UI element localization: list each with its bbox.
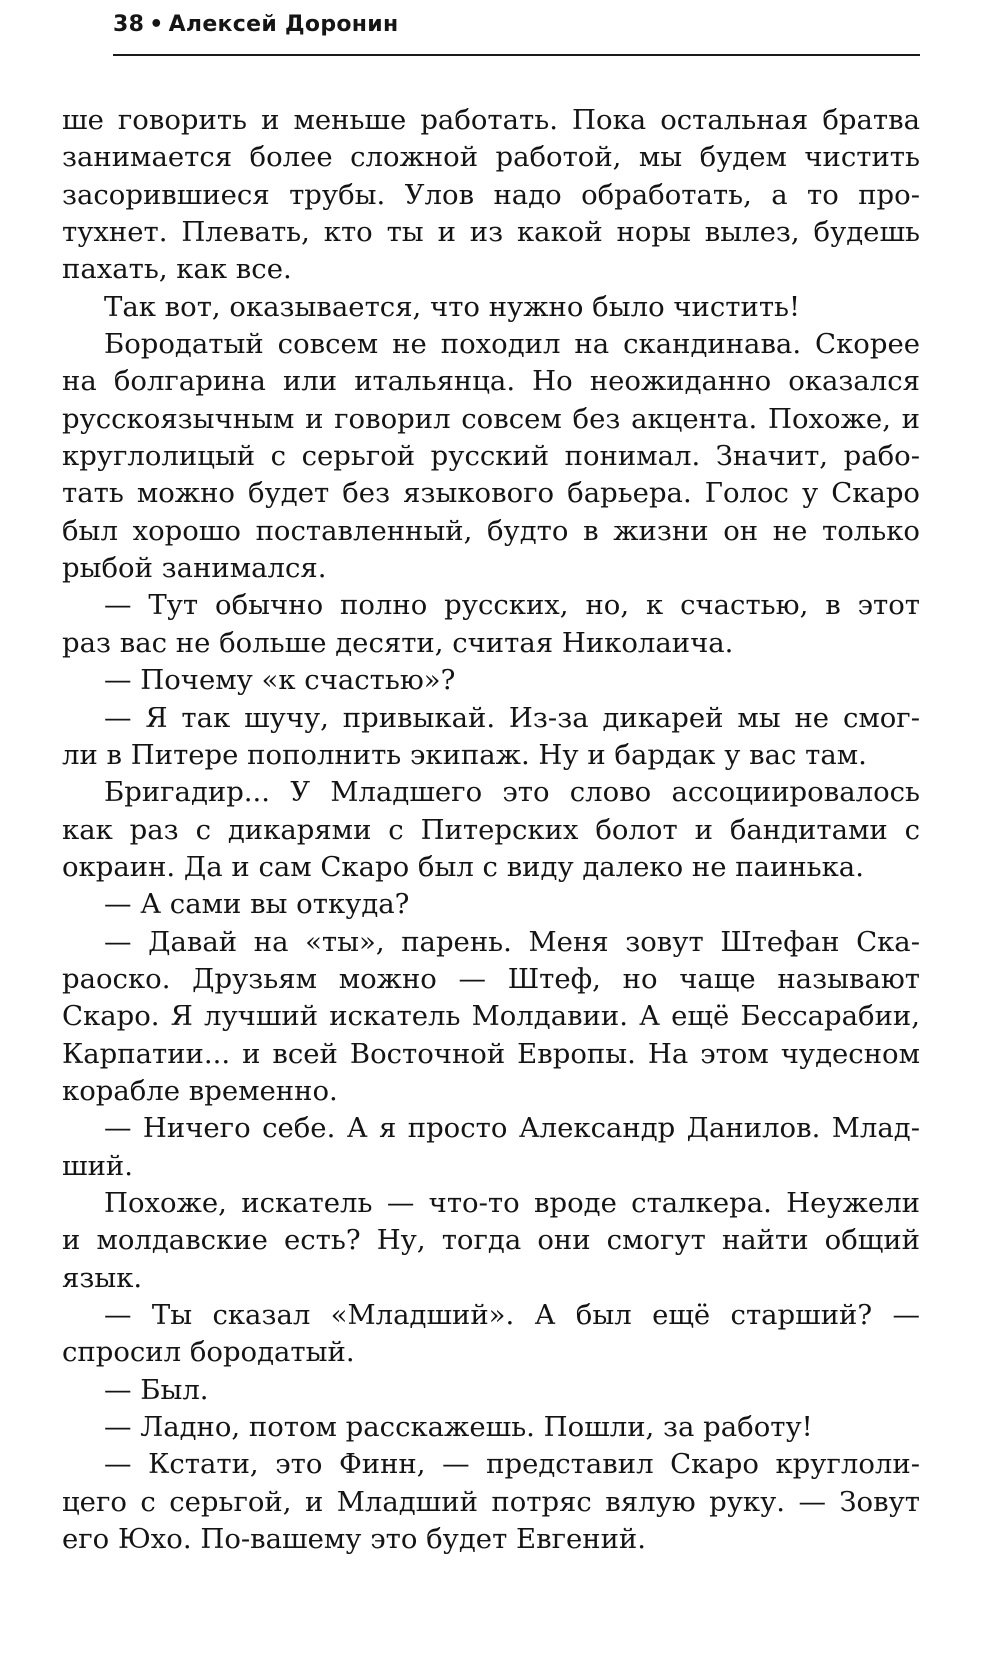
text-line: Бородатый совсем не походил на скандинава. Скорее — [104, 328, 920, 361]
text-line: — Я так шучу, привыкай. Из-за дикарей мы не смог- — [104, 701, 920, 734]
text-line: — Ладно, потом расскажешь. Пошли, за работу! — [104, 1411, 813, 1444]
text-line: — Ничего себе. А я просто Александр Данилов. Млад- — [104, 1112, 920, 1145]
text-line: — Почему «к счастью»? — [104, 664, 456, 697]
text-line: и молдавские есть? Ну, тогда они смогут найти общий — [62, 1224, 920, 1257]
text-line: тать можно будет без языкового барьера. Голос у Скаро — [62, 477, 920, 510]
text-line: как раз с дикарями с Питерских болот и бандитами с — [62, 813, 920, 846]
text-line: Похоже, искатель — что-то вроде сталкера. Неужели — [104, 1186, 920, 1219]
text-line: пахать, как все. — [62, 253, 292, 286]
text-line: занимается более сложной работой, мы будем чистить — [62, 141, 920, 174]
text-line: — Ты сказал «Младший». А был ещё старший? — — [104, 1299, 920, 1331]
body-text — [62, 102, 920, 1558]
text-line: Бригадир... У Младшего это слово ассоциировалось — [104, 776, 920, 809]
text-line: рыбой занимался. — [62, 552, 327, 585]
text-line: корабле временно. — [62, 1074, 338, 1107]
text-line: окраин. Да и сам Скаро был с виду далеко не паинька. — [62, 850, 864, 883]
running-header — [113, 12, 399, 37]
author-name: Алексей Доронин — [168, 12, 399, 37]
text-line: Так вот, оказывается, что нужно было чистить! — [104, 290, 801, 323]
text-line: русскоязычным и говорил совсем без акцента. Похоже, и — [62, 402, 920, 435]
text-line: ли в Питере пополнить экипаж. Ну и бардак у вас там. — [62, 738, 867, 771]
text-line: — Кстати, это Финн, — представил Скаро круглоли- — [104, 1448, 920, 1481]
text-line: на болгарина или итальянца. Но неожиданно оказался — [62, 365, 920, 398]
header-rule — [113, 54, 920, 56]
text-line: Карпатии... и всей Восточной Европы. На этом чудесном — [62, 1037, 920, 1070]
text-line: — А сами вы откуда? — [104, 888, 410, 921]
page-number: 38 — [113, 12, 145, 37]
text-line: раоско. Друзьям можно — Штеф, но чаще называют — [62, 962, 920, 995]
text-line: спросил бородатый. — [62, 1336, 355, 1369]
text-line: — Был. — [104, 1373, 209, 1406]
text-line: был хорошо поставленный, будто в жизни он не только — [62, 514, 920, 547]
text-line: круглолицый с серьгой русский понимал. Значит, рабо- — [62, 440, 920, 473]
text-line: его Юхо. По-вашему это будет Евгений. — [62, 1523, 646, 1556]
text-line: раз вас не больше десяти, считая Николаича. — [62, 626, 734, 659]
text-line: язык. — [62, 1261, 143, 1294]
text-line: тухнет. Плевать, кто ты и из какой норы вылез, будешь — [62, 216, 920, 249]
text-line: цего с серьгой, и Младший потряс вялую руку. — Зовут — [62, 1485, 920, 1518]
text-line: — Тут обычно полно русских, но, к счастью, в этот — [104, 589, 920, 622]
text-line: — Давай на «ты», парень. Меня зовут Штефан Ска- — [104, 925, 920, 958]
text-line: ше говорить и меньше работать. Пока остальная братва — [62, 104, 920, 136]
header-separator: • — [149, 12, 164, 37]
text-line: засорившиеся трубы. Улов надо обработать, а то про- — [62, 178, 920, 211]
text-line: Скаро. Я лучший искатель Молдавии. А ещё Бессарабии, — [62, 1000, 920, 1033]
text-line: ший. — [62, 1149, 133, 1182]
